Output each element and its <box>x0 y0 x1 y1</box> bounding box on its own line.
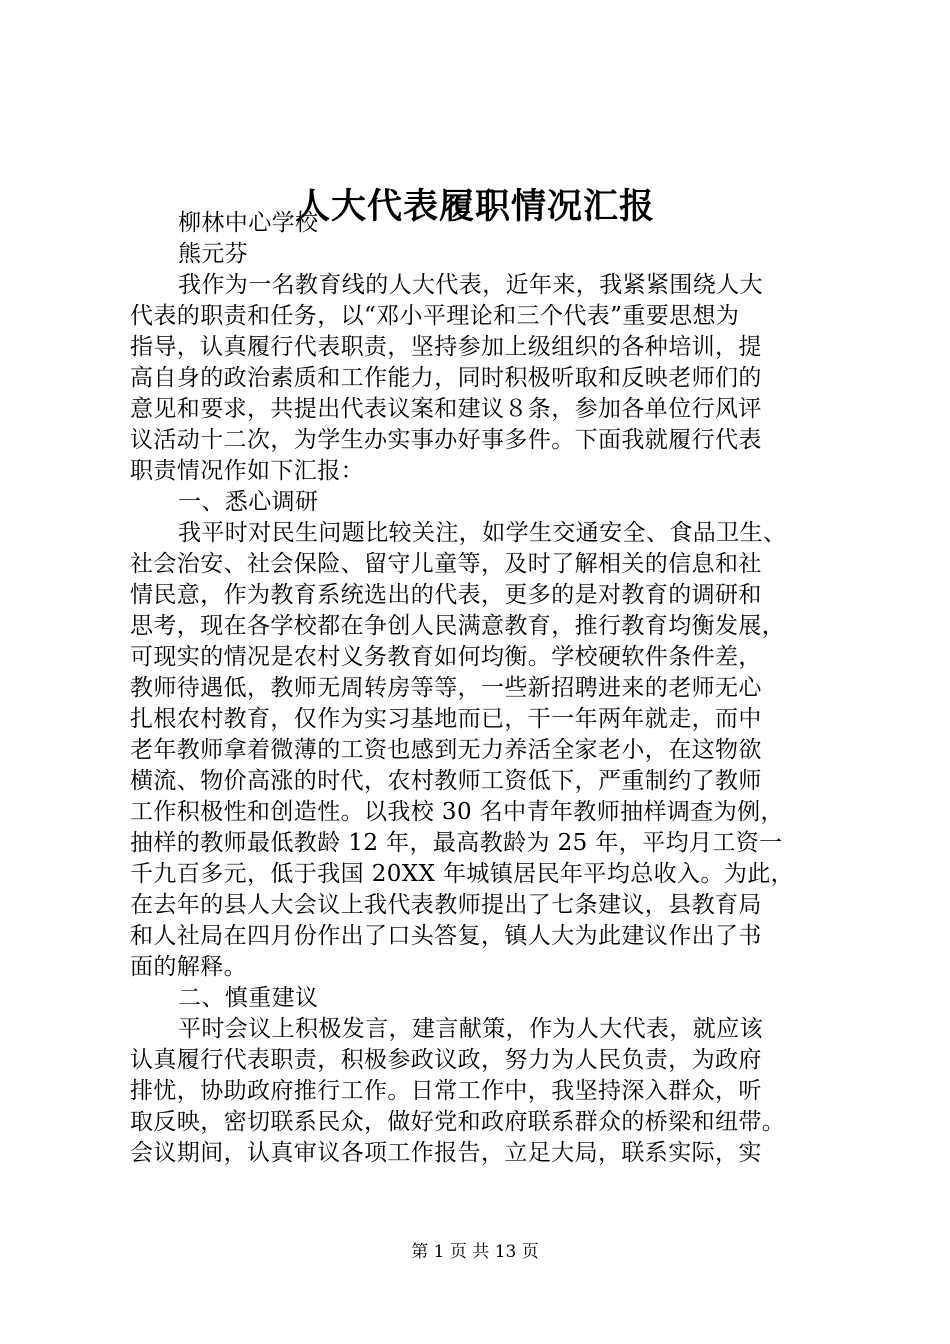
text-line: 取反映，密切联系民众，做好党和政府联系群众的桥梁和纽带。 <box>130 1109 786 1135</box>
text-line: 柳林中心学校 <box>178 210 319 236</box>
text-line: 千九百多元，低于我国 20XX 年城镇居民年平均总收入。为此， <box>130 861 795 887</box>
text-line: 老年教师拿着微薄的工资也感到无力养活全家老小，在这物欲 <box>130 737 762 763</box>
text-line: 一、悉心调研 <box>178 489 319 515</box>
text-line: 抽样的教师最低教龄 12 年，最高教龄为 25 年，平均月工资一 <box>130 830 783 856</box>
text-line: 认真履行代表职责，积极参政议政，努力为人民负责，为政府 <box>130 1047 762 1073</box>
text-line: 我平时对民生问题比较关注，如学生交通安全、食品卫生、 <box>178 520 787 546</box>
text-line: 代表的职责和任务，以“邓小平理论和三个代表”重要思想为 <box>130 303 740 329</box>
text-line: 议活动十二次，为学生办实事办好事多件。下面我就履行代表 <box>130 427 762 453</box>
text-line: 可现实的情况是农村义务教育如何均衡。学校硬软件条件差， <box>130 644 762 670</box>
text-line: 扎根农村教育，仅作为实习基地而已，干一年两年就走，而中 <box>130 706 762 732</box>
text-line: 意见和要求，共提出代表议案和建议８条，参加各单位行风评 <box>130 396 762 422</box>
text-line: 教师待遇低，教师无周转房等等，一些新招聘进来的老师无心 <box>130 675 762 701</box>
text-line: 和人社局在四月份作出了口头答复，镇人大为此建议作出了书 <box>130 923 762 949</box>
text-line: 工作积极性和创造性。以我校 30 名中青年教师抽样调查为例， <box>130 799 784 825</box>
document-body <box>130 208 830 1169</box>
text-line: 在去年的县人大会议上我代表教师提出了七条建议，县教育局 <box>130 892 762 918</box>
text-line: 社会治安、社会保险、留守儿童等，及时了解相关的信息和社 <box>130 551 762 577</box>
text-line: 我作为一名教育线的人大代表，近年来，我紧紧围绕人大 <box>178 272 763 298</box>
text-line: 高自身的政治素质和工作能力，同时积极听取和反映老师们的 <box>130 365 762 391</box>
text-line: 会议期间，认真审议各项工作报告，立足大局，联系实际，实 <box>130 1140 762 1166</box>
text-line: 排忧，协助政府推行工作。日常工作中，我坚持深入群众，听 <box>130 1078 762 1104</box>
text-line: 情民意，作为教育系统选出的代表，更多的是对教育的调研和 <box>130 582 762 608</box>
text-line: 二、慎重建议 <box>178 985 319 1011</box>
text-line: 职责情况作如下汇报： <box>130 458 364 484</box>
page-footer: 第 1 页 共 13 页 <box>411 1242 539 1262</box>
document-title: 人大代表履职情况汇报 <box>294 186 655 227</box>
text-line: 平时会议上积极发言，建言献策，作为人大代表，就应该 <box>178 1016 763 1042</box>
text-line: 思考，现在各学校都在争创人民满意教育，推行教育均衡发展， <box>130 613 786 639</box>
text-line: 面的解释。 <box>130 954 247 980</box>
text-line: 熊元芬 <box>178 241 249 267</box>
text-line: 横流、物价高涨的时代，农村教师工资低下，严重制约了教师 <box>130 768 762 794</box>
text-line: 指导，认真履行代表职责，坚持参加上级组织的各种培训，提 <box>130 334 762 360</box>
